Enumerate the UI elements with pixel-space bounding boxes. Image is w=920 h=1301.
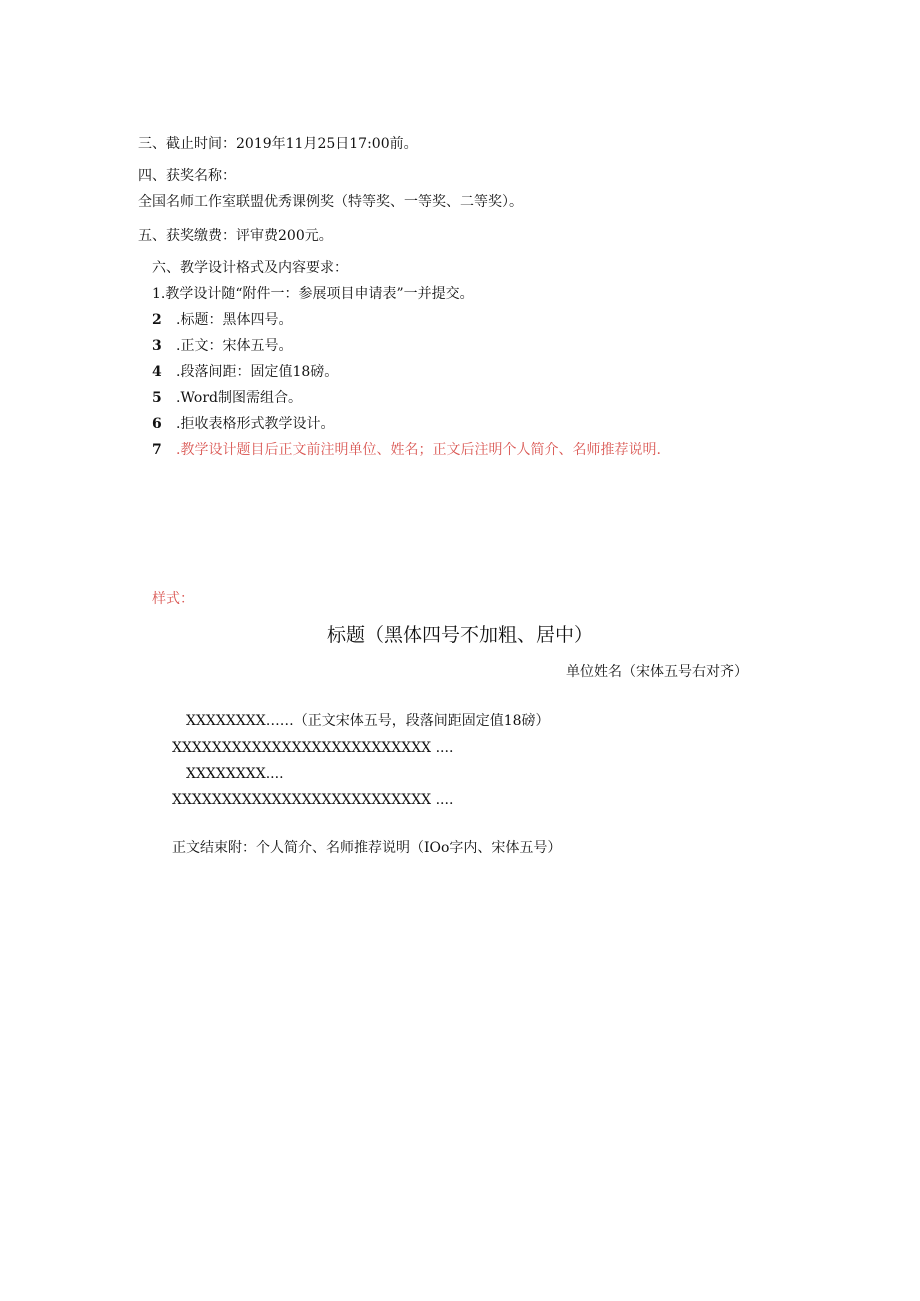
sample-body-line: XXXXXXXXXXXXXXXXXXXXXXXXXX .... <box>172 792 454 808</box>
format-item-text: .段落间距：固定值18磅。 <box>176 364 339 380</box>
format-item-number: 6 <box>152 416 162 432</box>
format-item-text: 教学设计随“附件一：参展项目申请表”一并提交。 <box>165 286 474 302</box>
format-item-text: .标题：黑体四号。 <box>176 312 293 328</box>
sample-title: 标题（黑体四号不加粗、居中） <box>326 624 593 646</box>
format-item-text: .正文：宋体五号。 <box>176 338 293 354</box>
format-item-text: .拒收表格形式教学设计。 <box>176 416 335 432</box>
format-item <box>152 388 302 408</box>
format-item <box>152 362 338 382</box>
format-item <box>152 440 661 460</box>
format-item <box>152 336 292 356</box>
format-item-text: .Word制图需组合。 <box>176 390 302 406</box>
sample-footer-note: 正文结束附：个人简介、名师推荐说明（IOo字内、宋体五号） <box>172 840 562 856</box>
sample-unit-name: 单位姓名（宋体五号右对齐） <box>566 664 748 680</box>
format-item-text-highlight: .教学设计题目后正文前注明单位、姓名；正文后注明个人简介、名师推荐说明. <box>176 442 661 458</box>
format-item-number: 7 <box>152 442 162 458</box>
format-heading: 六、教学设计格式及内容要求： <box>152 260 348 276</box>
format-item-number: 1. <box>152 286 166 302</box>
format-item-number: 2 <box>152 312 162 328</box>
format-item-number: 4 <box>152 364 162 380</box>
format-item <box>152 284 474 304</box>
format-item <box>152 310 292 330</box>
format-item-number: 5 <box>152 390 162 406</box>
sample-body-line: XXXXXXXX……（正文宋体五号，段落间距固定值18磅） <box>186 713 550 729</box>
format-item <box>152 414 334 434</box>
fee-line: 五、获奖缴费：评审费200元。 <box>138 228 333 244</box>
award-name-text: 全国名师工作室联盟优秀课例奖（特等奖、一等奖、二等奖）。 <box>138 194 523 210</box>
sample-body-line: XXXXXXXXXXXXXXXXXXXXXXXXXX .... <box>172 740 454 756</box>
sample-body-line: XXXXXXXX.... <box>186 766 284 782</box>
award-name-heading: 四、获奖名称： <box>138 168 236 184</box>
sample-label: 样式： <box>152 591 194 607</box>
format-item-number: 3 <box>152 338 162 354</box>
deadline-line: 三、截止时间：2019年11月25日17:00前。 <box>138 136 418 152</box>
